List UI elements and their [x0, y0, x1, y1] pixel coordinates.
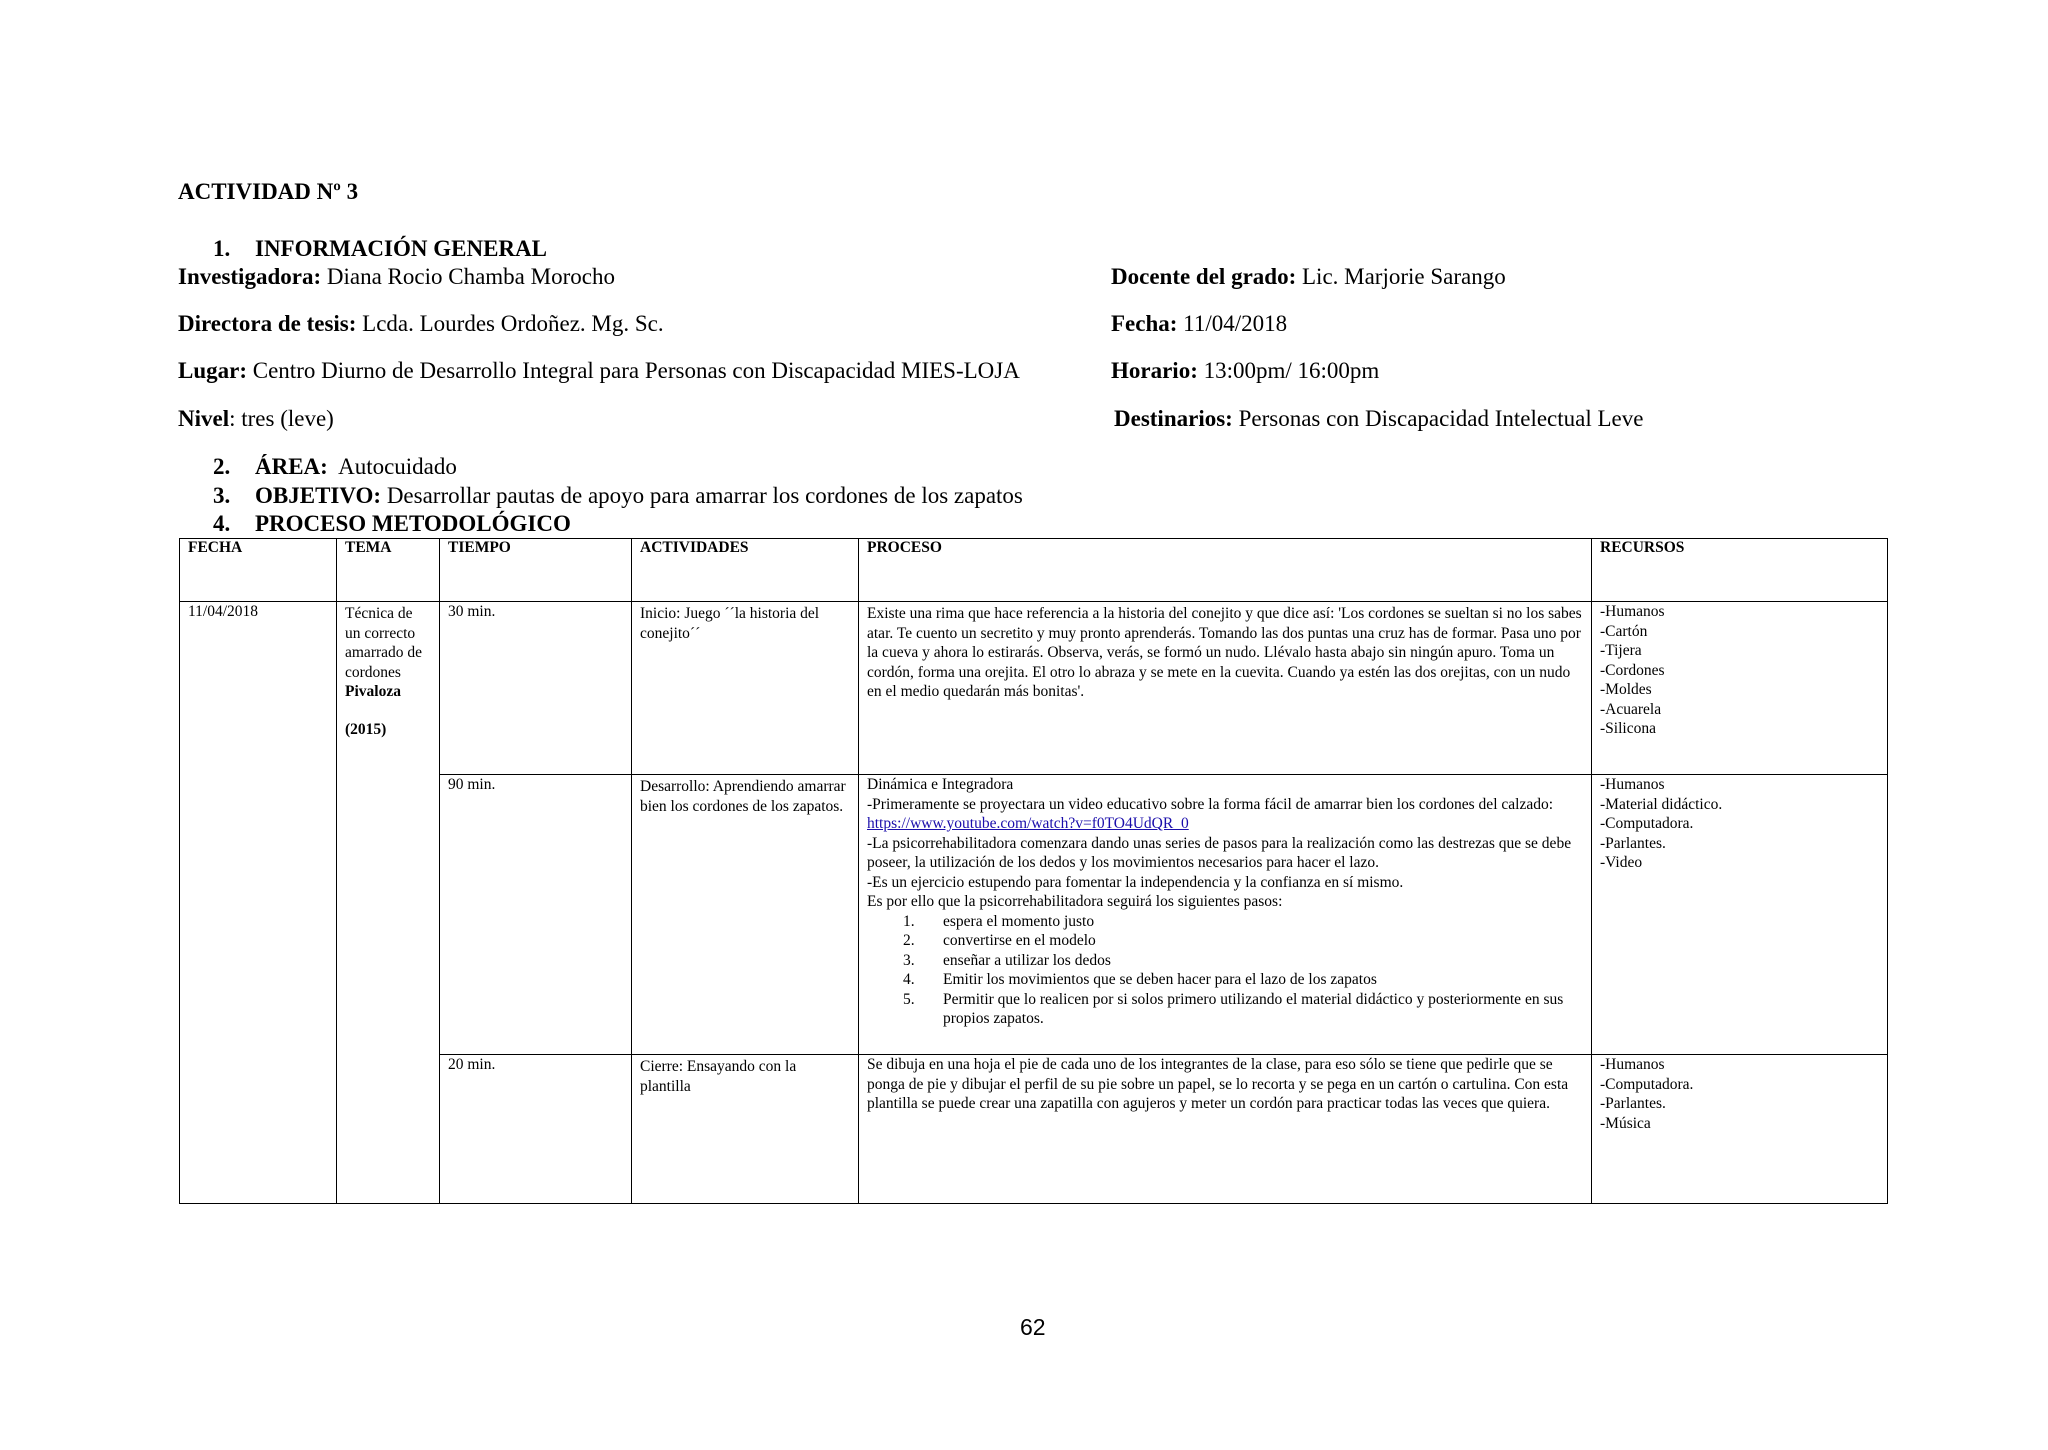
section-3-value: Desarrollar pautas de apoyo para amarrar los cordones de los zapatos [386, 483, 1023, 508]
recurso-item: -Video [1600, 854, 1643, 871]
list-item [867, 990, 1583, 1029]
info-investigadora [178, 264, 615, 290]
section-2-value: Autocuidado [338, 454, 457, 479]
step-text: convertirse en el modelo [943, 932, 1096, 949]
cell-recursos [1592, 775, 1888, 1055]
info-horario-label: Horario: [1111, 358, 1198, 383]
cell-fecha: 11/04/2018 [180, 602, 337, 1204]
proceso-paragraph: Es por ello que la psicorrehabilitadora seguirá los siguientes pasos: [867, 893, 1283, 910]
step-number: 5. [903, 990, 915, 1008]
header-actividades: ACTIVIDADES [632, 539, 859, 602]
info-horario-value: 13:00pm/ 16:00pm [1203, 358, 1380, 383]
activity-title: ACTIVIDAD Nº 3 [178, 179, 359, 204]
step-text: Permitir que lo realicen por si solos primero utilizando el material didáctico y posteriormente en sus propios zapatos. [943, 990, 1564, 1027]
tema-author: Pivaloza [345, 683, 401, 700]
section-2-label: ÁREA: [255, 454, 328, 479]
step-text: Emitir los movimientos que se deben hacer para el lazo de los zapatos [943, 971, 1377, 988]
cell-proceso: Se dibuja en una hoja el pie de cada uno de los integrantes de la clase, para eso sólo se tiene que pedirle que se ponga de pie y dibujar el perfil de su pie sobre un papel, se lo recorta y se pega en un cartón o cartulina. Con esta plantilla se puede crear una zapatilla con agujeros y meter un cordón para practicar todas las veces que quiera. [859, 1055, 1592, 1204]
info-directora-value: Lcda. Lourdes Ordoñez. Mg. Sc. [362, 311, 664, 336]
info-lugar-label: Lugar: [178, 358, 247, 383]
section-2-number: 2. [213, 454, 231, 479]
list-item [867, 951, 1583, 971]
video-link[interactable]: https://www.youtube.com/watch?v=f0TO4UdQR_0 [867, 815, 1189, 832]
cell-actividad: Inicio: Juego ´´la historia del conejito´´ [632, 602, 859, 775]
section-3-number: 3. [213, 483, 231, 508]
proceso-paragraph: -Primeramente se proyectara un video educativo sobre la forma fácil de amarrar bien los cordones del calzado: [867, 795, 1554, 813]
step-number: 2. [903, 932, 915, 949]
recurso-item: -Cordones [1600, 661, 1665, 679]
info-docente-value: Lic. Marjorie Sarango [1302, 264, 1506, 289]
info-directora-label: Directora de tesis: [178, 311, 357, 336]
info-nivel-value: : tres (leve) [229, 406, 334, 431]
tema-year: (2015) [345, 720, 387, 738]
cell-proceso [859, 775, 1592, 1055]
step-number: 4. [903, 971, 915, 988]
cell-tiempo: 90 min. [440, 775, 632, 1055]
cell-actividad: Cierre: Ensayando con la plantilla [632, 1055, 859, 1204]
recurso-item: -Cartón [1600, 622, 1648, 640]
list-item [867, 970, 1583, 990]
info-fecha [1111, 311, 1287, 337]
recurso-item: -Computadora. [1600, 815, 1694, 832]
proceso-title: Dinámica e Integradora [867, 776, 1014, 793]
cell-actividad: Desarrollo: Aprendiendo amarrar bien los cordones de los zapatos. [632, 775, 859, 1055]
info-lugar-value: Centro Diurno de Desarrollo Integral para Personas con Discapacidad MIES-LOJA [252, 358, 1020, 383]
recurso-item: -Humanos [1600, 603, 1665, 620]
info-directora [178, 311, 664, 337]
header-proceso: PROCESO [859, 539, 1592, 602]
header-fecha: FECHA [180, 539, 337, 602]
table-row [180, 602, 1888, 775]
recurso-item: -Humanos [1600, 776, 1665, 793]
section-1-heading [213, 236, 547, 262]
info-docente [1111, 264, 1506, 290]
recurso-item: -Silicona [1600, 720, 1656, 737]
header-tema: TEMA [337, 539, 440, 602]
info-docente-label: Docente del grado: [1111, 264, 1297, 289]
steps-list [867, 912, 1583, 1029]
info-horario [1111, 358, 1379, 384]
table-header-row [180, 539, 1888, 602]
info-nivel-label: Nivel [178, 406, 230, 431]
recurso-item: -Tijera [1600, 642, 1642, 659]
section-4-number: 4. [213, 511, 231, 536]
section-4-proceso [213, 511, 571, 537]
info-nivel [178, 406, 334, 432]
header-recursos: RECURSOS [1592, 539, 1888, 602]
recurso-item: -Música [1600, 1114, 1651, 1132]
recurso-item: -Humanos [1600, 1056, 1665, 1073]
cell-tema [337, 602, 440, 1204]
section-3-label: OBJETIVO: [255, 483, 382, 508]
info-destinarios-label: Destinarios: [1114, 406, 1233, 431]
proceso-paragraph: -La psicorrehabilitadora comenzara dando unas series de pasos para la realización como las destrezas que se debe poseer, la utilización de los dedos y los movimientos necesarios para hacer el lazo. [867, 834, 1572, 871]
info-fecha-label: Fecha: [1111, 311, 1178, 336]
section-4-label: PROCESO METODOLÓGICO [255, 511, 571, 536]
page-number: 62 [1020, 1314, 1046, 1340]
proceso-table [179, 538, 1888, 1204]
info-destinarios [1114, 406, 1643, 432]
tema-text: Técnica de un correcto amarrado de cordones [345, 605, 423, 681]
recurso-item: -Parlantes. [1600, 834, 1666, 852]
section-1-label: INFORMACIÓN GENERAL [255, 236, 547, 261]
step-number: 3. [903, 951, 915, 969]
recurso-item: -Moldes [1600, 681, 1652, 698]
info-destinarios-value: Personas con Discapacidad Intelectual Leve [1238, 406, 1644, 431]
recurso-item: -Computadora. [1600, 1075, 1694, 1093]
step-text: enseñar a utilizar los dedos [943, 951, 1111, 969]
cell-recursos [1592, 1055, 1888, 1204]
cell-tiempo: 20 min. [440, 1055, 632, 1204]
recurso-item: -Acuarela [1600, 700, 1662, 718]
recurso-item: -Material didáctico. [1600, 795, 1723, 813]
info-investigadora-value: Diana Rocio Chamba Morocho [326, 264, 615, 289]
section-2-area [213, 454, 457, 480]
info-fecha-value: 11/04/2018 [1183, 311, 1288, 336]
cell-recursos [1592, 602, 1888, 775]
recurso-item: -Parlantes. [1600, 1095, 1666, 1112]
step-text: espera el momento justo [943, 912, 1095, 930]
info-investigadora-label: Investigadora: [178, 264, 322, 289]
list-item [867, 931, 1583, 951]
step-number: 1. [903, 912, 915, 930]
proceso-paragraph: -Es un ejercicio estupendo para fomentar la independencia y la confianza en sí mismo. [867, 873, 1404, 891]
list-item [867, 912, 1583, 932]
info-lugar [178, 358, 1020, 384]
section-3-objetivo [213, 483, 1023, 509]
cell-tiempo: 30 min. [440, 602, 632, 775]
section-1-number: 1. [213, 236, 231, 261]
cell-proceso: Existe una rima que hace referencia a la historia del conejito y que dice así: 'Los cordones se sueltan si no los sabes atar. Te cuento un secretito y muy pronto aprenderás. Tomando las dos puntas una cruz has de formar. Pasa uno por la cueva y ahora lo estirarás. Observa, verás, se formó un nudo. Llévalo hasta abajo sin ningún apuro. Toma un cordón, forma una orejita. El otro lo abraza y se mete en la cuevita. Cuando ya estén las dos orejitas, con un nudo en el medio quedarán más bonitas'. [859, 602, 1592, 775]
header-tiempo: TIEMPO [440, 539, 632, 602]
